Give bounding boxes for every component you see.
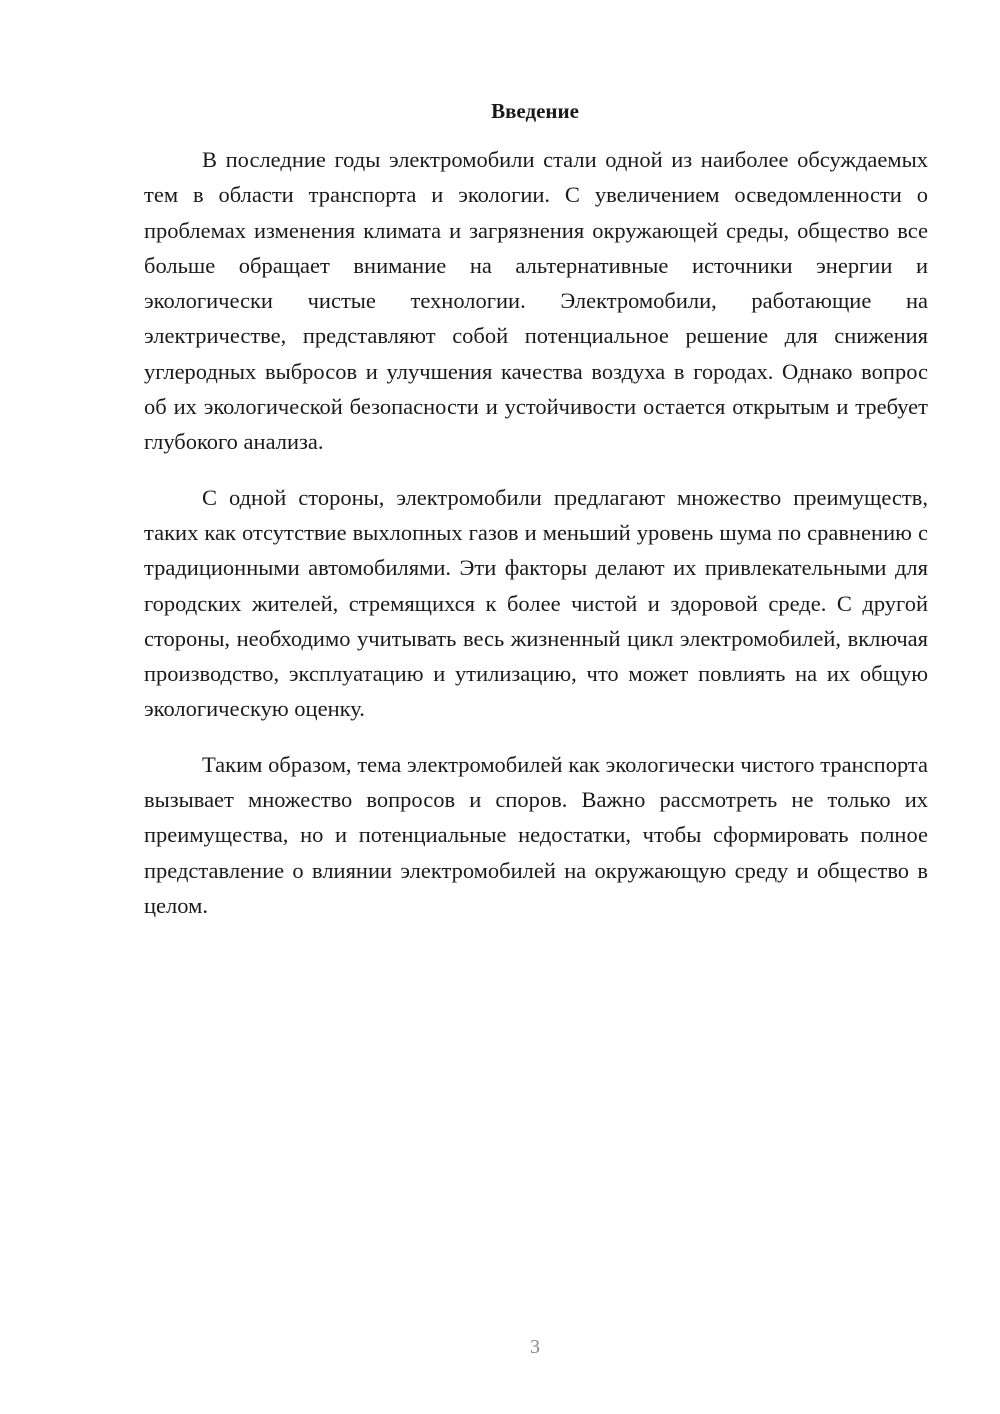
paragraph-3: Таким образом, тема электромобилей как экологически чистого транспорта вызывает множество вопросов и споров. Важно рассмотреть не только их преимущества, но и потенциальные недостатки, чтобы сформировать полное представление о влиянии электромобилей на окружающую среду и общество в целом. xyxy=(144,751,928,918)
page-number: 3 xyxy=(530,1336,540,1358)
paragraph-2: С одной стороны, электромобили предлагают множество преимуществ, таких как отсутствие выхлопных газов и меньший уровень шума по сравнению с традиционными автомобилями. Эти факторы делают их привлекательными для городских жителей, стремящихся к более чистой и здоровой среде. С другой стороны, необходимо учитывать весь жизненный цикл электромобилей, включая производство, эксплуатацию и утилизацию, что может повлиять на их общую экологическую оценку. xyxy=(144,484,928,722)
section-title: Введение xyxy=(491,99,579,123)
document-body xyxy=(144,142,928,923)
paragraph-1: В последние годы электромобили стали одной из наиболее обсуждаемых тем в области транспорта и экологии. С увеличением осведомленности о проблемах изменения климата и загрязнения окружающей среды, общество все больше обращает внимание на альтернативные источники энергии и экологически чистые технологии. Электромобили, работающие на электричестве, представляют собой потенциальное решение для снижения углеродных выбросов и улучшения качества воздуха в городах. Однако вопрос об их экологической безопасности и устойчивости остается открытым и требует глубокого анализа. xyxy=(144,147,928,455)
